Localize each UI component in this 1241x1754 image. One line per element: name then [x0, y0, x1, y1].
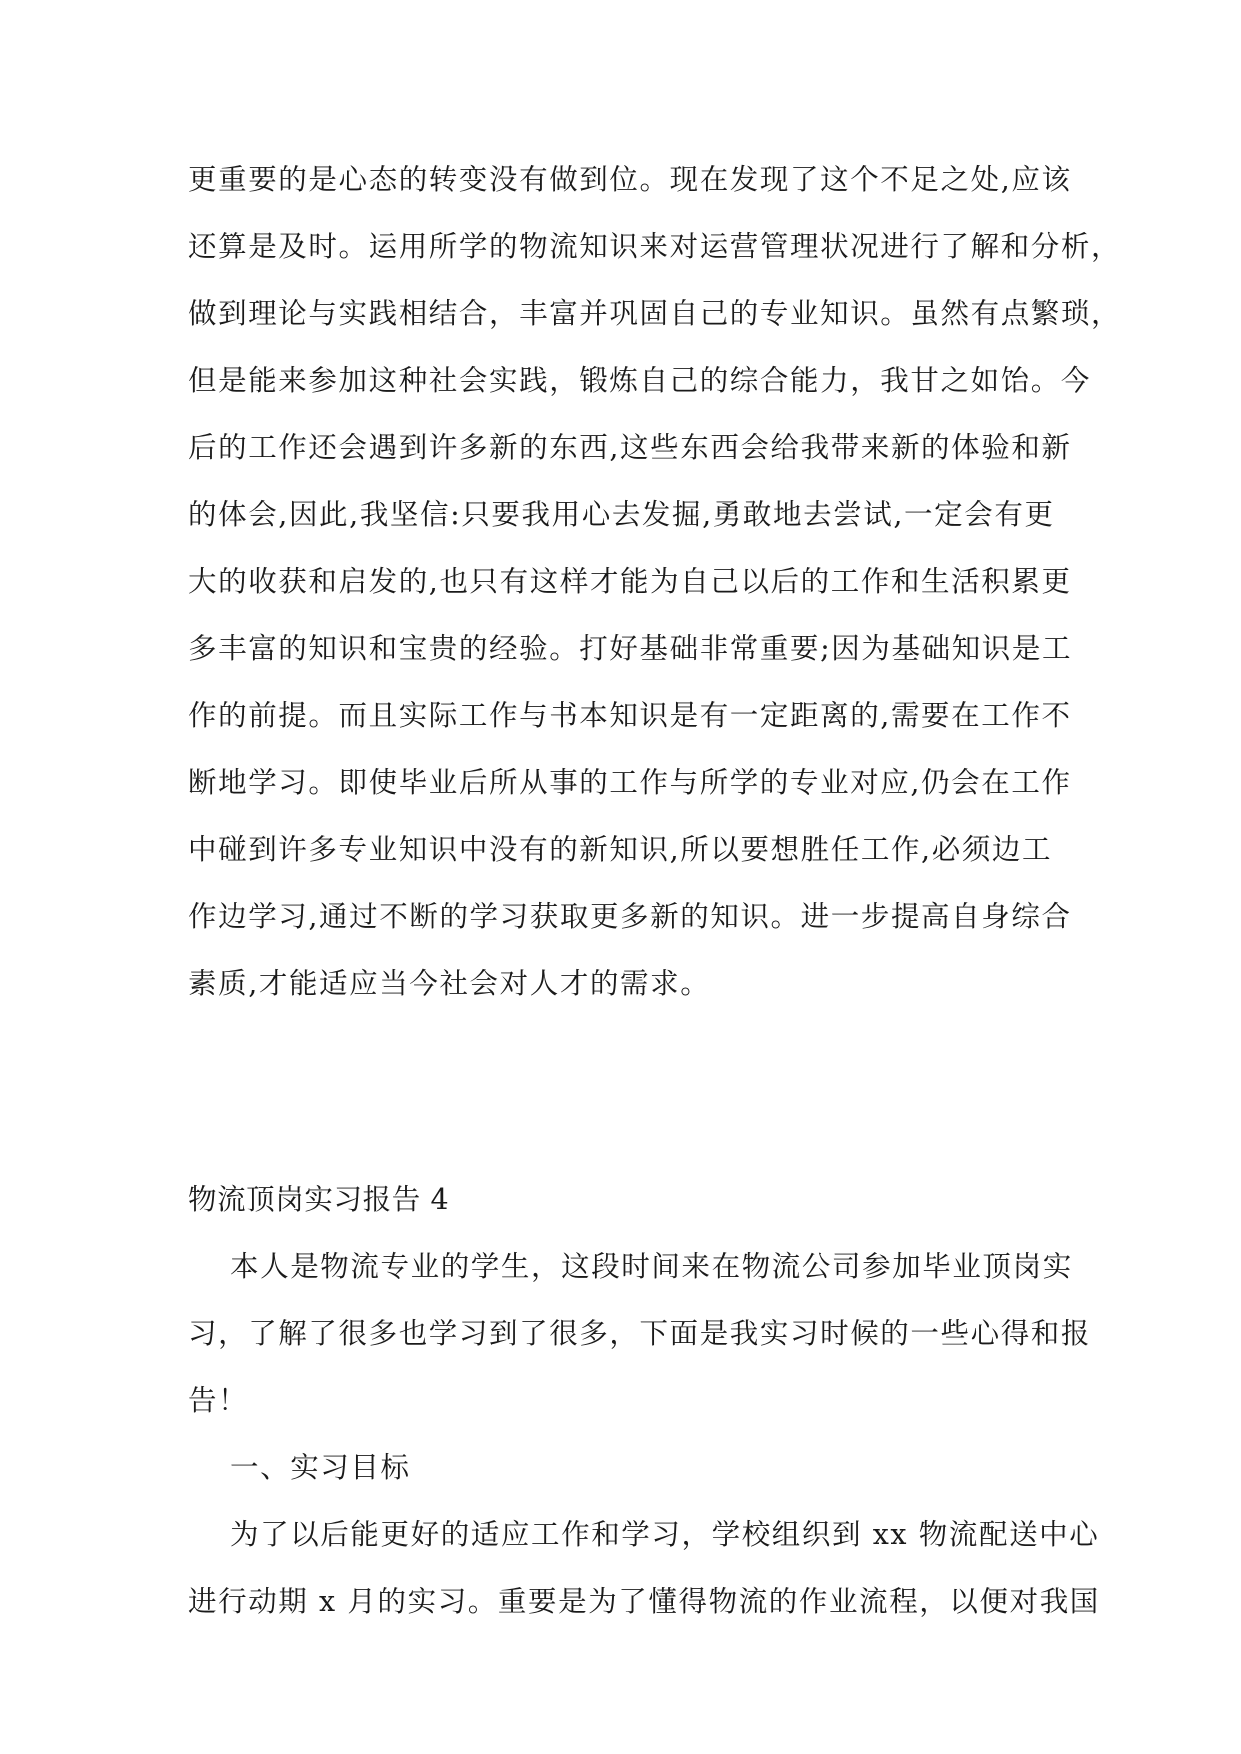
text-line: 进行动期 x 月的实习。重要是为了懂得物流的作业流程，以便对我国 — [188, 1585, 1100, 1618]
text-line: 多丰富的知识和宝贵的经验。打好基础非常重要;因为基础知识是工 — [188, 632, 1073, 665]
text-line: 作边学习,通过不断的学习获取更多新的知识。进一步提高自身综合 — [188, 900, 1072, 933]
section-heading: 物流顶岗实习报告 4 — [188, 1183, 450, 1216]
text-line: 素质,才能适应当今社会对人才的需求。 — [188, 967, 711, 1000]
text-line: 更重要的是心态的转变没有做到位。现在发现了这个不足之处,应该 — [188, 163, 1072, 196]
text-line: 为了以后能更好的适应工作和学习，学校组织到 xx 物流配送中心 — [230, 1518, 1100, 1551]
text-line: 后的工作还会遇到许多新的东西,这些东西会给我带来新的体验和新 — [188, 431, 1072, 464]
text-line: 大的收获和启发的,也只有这样才能为自己以后的工作和生活积累更 — [188, 565, 1072, 598]
text-line: 中碰到许多专业知识中没有的新知识,所以要想胜任工作,必须边工 — [188, 833, 1053, 866]
subheading-internship-goal: 一、实习目标 — [230, 1451, 411, 1484]
text-line: 作的前提。而且实际工作与书本知识是有一定距离的,需要在工作不 — [188, 699, 1072, 732]
text-line: 但是能来参加这种社会实践，锻炼自己的综合能力，我甘之如饴。今 — [188, 364, 1092, 397]
text-line: 习，了解了很多也学习到了很多，下面是我实习时候的一些心得和报 — [188, 1317, 1092, 1350]
text-line: 本人是物流专业的学生，这段时间来在物流公司参加毕业顶岗实 — [230, 1250, 1073, 1283]
text-line: 断地学习。即使毕业后所从事的工作与所学的专业对应,仍会在工作 — [188, 766, 1072, 799]
text-line: 还算是及时。运用所学的物流知识来对运营管理状况进行了解和分析， — [188, 230, 1122, 263]
text-line: 告！ — [188, 1384, 249, 1417]
text-line: 的体会,因此,我坚信:只要我用心去发掘,勇敢地去尝试,一定会有更 — [188, 498, 1055, 531]
text-line: 做到理论与实践相结合，丰富并巩固自己的专业知识。虽然有点繁琐， — [188, 297, 1122, 330]
